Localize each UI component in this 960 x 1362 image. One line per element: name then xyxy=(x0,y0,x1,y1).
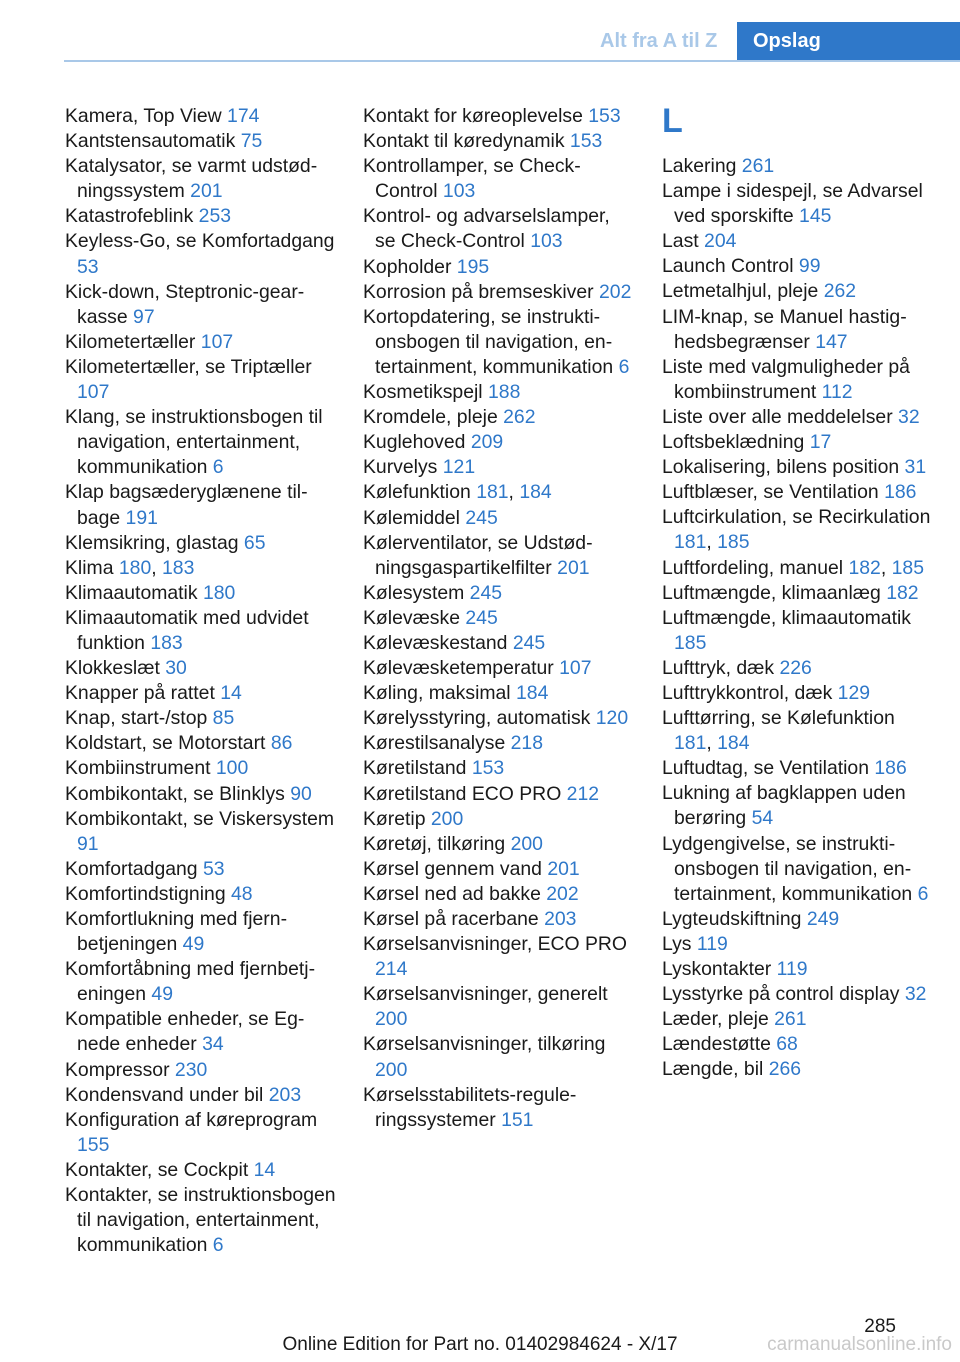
index-entry-term: Luftblæser, se Ventilation xyxy=(662,481,885,504)
index-entry-term: Luftudtag, se Ventilation xyxy=(662,757,875,780)
page-ref-link[interactable]: 14 xyxy=(220,682,242,705)
index-entry xyxy=(65,480,340,530)
index-entry-term: Lyskontakter xyxy=(662,958,777,980)
page-ref-link[interactable]: 191 xyxy=(125,506,158,529)
index-entry-term: Luftfordeling, manuel xyxy=(662,556,849,579)
index-entry-term: Klima xyxy=(65,556,119,579)
index-entry xyxy=(65,1183,340,1258)
page-ref-link[interactable]: 30 xyxy=(165,657,187,680)
page-ref-link[interactable]: 107 xyxy=(77,381,110,404)
index-entry xyxy=(363,405,633,430)
index-entry xyxy=(65,907,340,957)
index-entry-term: Konfiguration af køreprogram xyxy=(65,1108,318,1131)
index-entry xyxy=(662,656,932,681)
page-ref-link[interactable]: 6 xyxy=(212,1234,224,1257)
page-ref-link[interactable]: 153 xyxy=(569,130,603,153)
index-entry-term: Kørsel ned ad bakke xyxy=(363,882,547,905)
index-entry xyxy=(363,782,633,807)
page-ref-link[interactable]: 245 xyxy=(469,581,503,604)
index-entry-term: Launch Control xyxy=(662,255,799,278)
page-ref-link[interactable]: 181 xyxy=(674,732,707,755)
index-entry-term: Kørestilsanalyse xyxy=(363,732,511,755)
index-entry xyxy=(65,1158,340,1183)
page-ref-separator: , xyxy=(508,481,520,504)
index-entry xyxy=(363,807,633,832)
index-entry-term: Komfortlukning med fjernbetjeningen xyxy=(65,908,288,956)
page-ref-link[interactable]: 129 xyxy=(837,681,871,704)
page-ref-link[interactable]: 6 xyxy=(618,355,630,378)
index-entry-term: Kontakt til køredynamik xyxy=(363,130,570,153)
index-entry xyxy=(662,405,932,430)
index-entry xyxy=(363,907,633,932)
page-ref-link[interactable]: 54 xyxy=(751,807,774,830)
index-entry xyxy=(363,255,633,280)
page-ref-link[interactable]: 32 xyxy=(898,405,920,428)
index-entry-term: Kølevæsketemperatur xyxy=(363,657,560,680)
page-ref-link[interactable]: 86 xyxy=(270,732,293,755)
index-entry-term: Loftsbeklædning xyxy=(662,431,810,454)
index-entry-term: Kombiinstrument xyxy=(65,757,216,780)
page-ref-link[interactable]: 201 xyxy=(190,180,223,203)
page-ref-link[interactable]: 147 xyxy=(815,330,848,353)
page-ref-link[interactable]: 186 xyxy=(884,481,917,504)
page-ref-link[interactable]: 181 xyxy=(674,531,707,554)
page-ref-link[interactable]: 153 xyxy=(471,757,505,780)
page-ref-link[interactable]: 180 xyxy=(202,581,236,604)
index-entry xyxy=(363,982,633,1032)
page-ref-separator: , xyxy=(706,531,718,554)
index-entry-term: Kompressor xyxy=(65,1058,175,1081)
index-entry xyxy=(662,1032,932,1057)
index-entry-term: Last xyxy=(662,230,705,253)
index-entry-term: Køling, maksimal xyxy=(363,682,517,705)
index-entry-term: Kontakter, se Cockpit xyxy=(65,1158,254,1181)
index-entry xyxy=(65,1083,340,1108)
index-entry-term: Kontrol- og advarselslamper, se Check-Control xyxy=(363,205,610,253)
index-entry xyxy=(662,756,932,781)
page-ref-link[interactable]: 202 xyxy=(546,882,579,905)
index-entry-term: Letmetalhjul, pleje xyxy=(662,280,824,303)
index-entry-term: Lakering xyxy=(662,155,742,177)
index-entry-term: Lokalisering, bilens position xyxy=(662,456,905,479)
index-entry xyxy=(662,681,932,706)
index-entry-term: LIM-knap, se Manuel hastighedsbegrænser xyxy=(662,305,907,353)
page-ref-link[interactable]: 151 xyxy=(501,1108,534,1131)
index-entry xyxy=(363,731,633,756)
index-entry xyxy=(363,305,633,380)
page-ref-link[interactable]: 14 xyxy=(253,1158,276,1181)
index-entry xyxy=(65,656,340,681)
index-entry xyxy=(363,480,633,505)
index-entry xyxy=(65,104,340,129)
index-entry xyxy=(363,204,633,254)
index-entry-term: Kørelysstyring, automatisk xyxy=(363,707,596,730)
index-entry xyxy=(65,706,340,731)
index-entry xyxy=(65,531,340,556)
page-ref-link[interactable]: 183 xyxy=(162,556,195,579)
page-ref-link[interactable]: 201 xyxy=(557,556,590,579)
index-entry-term: Læder, pleje xyxy=(662,1008,775,1031)
index-entry xyxy=(363,606,633,631)
page-ref-link[interactable]: 218 xyxy=(510,732,543,755)
index-entry-term: Kølefunktion xyxy=(363,481,477,504)
index-entry xyxy=(363,832,633,857)
index-entry xyxy=(662,982,932,1007)
index-entry-term: Kørselsanvisninger, tilkøring xyxy=(363,1033,606,1056)
index-entry-term: Klap bagsæderyglænene tilbage xyxy=(65,481,308,529)
index-entry xyxy=(662,305,932,355)
page-ref-link[interactable]: 174 xyxy=(227,105,260,127)
index-entry-term: Lygteudskiftning xyxy=(662,907,807,930)
index-entry xyxy=(662,430,932,455)
page-ref-link[interactable]: 31 xyxy=(904,456,927,479)
index-entry xyxy=(662,154,932,179)
index-entry xyxy=(363,681,633,706)
index-entry xyxy=(65,882,340,907)
page-ref-link[interactable]: 119 xyxy=(696,932,728,955)
index-entry xyxy=(65,1108,340,1158)
footer-text: Online Edition for Part no. 01402984624 - X/17 xyxy=(282,1334,678,1355)
page-ref-link[interactable]: 181 xyxy=(476,481,509,504)
page-ref-link[interactable]: 99 xyxy=(798,255,821,278)
page-ref-link[interactable]: 49 xyxy=(151,983,173,1006)
index-entry xyxy=(65,330,340,355)
page-ref-link[interactable]: 155 xyxy=(77,1133,110,1156)
page-ref-link[interactable]: 103 xyxy=(442,180,476,203)
index-entry xyxy=(65,581,340,606)
index-entry-term: Kick-down, Steptronic-gearkasse xyxy=(65,280,305,328)
index-entry-term: Luftcirkulation, se Recirkulation xyxy=(662,506,931,529)
index-entry xyxy=(662,907,932,932)
page-ref-link[interactable]: 180 xyxy=(118,556,152,579)
index-entry xyxy=(662,832,932,907)
index-entry-term: Kopholder xyxy=(363,255,457,278)
page-ref-link[interactable]: 214 xyxy=(375,958,408,981)
page-ref-link[interactable]: 91 xyxy=(77,832,99,855)
page-ref-link[interactable]: 202 xyxy=(599,280,632,303)
index-entry-term: Køretilstand ECO PRO xyxy=(363,782,567,805)
page-ref-link[interactable]: 253 xyxy=(198,205,232,228)
index-entry-term: Kuglehoved xyxy=(363,431,471,454)
index-entry xyxy=(363,104,633,129)
index-entry xyxy=(65,129,340,154)
index-entry-term: Kølevæske xyxy=(363,606,466,629)
page-ref-link[interactable]: 203 xyxy=(544,908,577,930)
page-ref-link[interactable]: 68 xyxy=(776,1033,798,1056)
index-entry-term: Lændestøtte xyxy=(662,1033,777,1056)
index-entry xyxy=(65,957,340,1007)
index-entry-term: Kølevæskestand xyxy=(363,631,513,654)
index-entry xyxy=(65,405,340,480)
index-entry xyxy=(65,355,340,405)
index-entry xyxy=(363,882,633,907)
index-entry-term: Komfortindstigning xyxy=(65,882,231,905)
page-ref-link[interactable]: 212 xyxy=(566,782,600,805)
page-ref-link[interactable]: 153 xyxy=(588,105,621,127)
index-entry xyxy=(65,782,340,807)
index-entry-term: Kilometertæller xyxy=(65,330,201,353)
index-entry xyxy=(363,706,633,731)
index-entry xyxy=(363,756,633,781)
index-entry-term: Kølerventilator, se Udstødningsgaspartikelfilter xyxy=(363,531,593,579)
page-ref-link[interactable]: 185 xyxy=(891,556,924,579)
page-ref-link[interactable]: 90 xyxy=(290,782,312,805)
index-entry xyxy=(662,480,932,505)
index-entry xyxy=(662,1007,932,1032)
index-entry xyxy=(662,505,932,555)
page-ref-link[interactable]: 85 xyxy=(212,707,235,730)
page-ref-link[interactable]: 261 xyxy=(741,155,775,177)
index-entry xyxy=(65,1058,340,1083)
index-entry xyxy=(65,807,340,857)
page-ref-link[interactable]: 188 xyxy=(488,381,521,404)
index-entry-term: Kurvelys xyxy=(363,456,443,479)
index-entry xyxy=(363,1032,633,1082)
index-entry-term: Lufttryk, dæk xyxy=(662,656,780,679)
index-entry xyxy=(363,154,633,204)
index-entry-term: Køretøj, tilkøring xyxy=(363,832,511,855)
index-entry xyxy=(662,581,932,606)
page-ref-link[interactable]: 32 xyxy=(904,983,927,1006)
index-entry xyxy=(65,857,340,882)
index-entry-term: Kølemiddel xyxy=(363,506,466,529)
index-entry-term: Kantstensautomatik xyxy=(65,130,241,153)
page-ref-separator: , xyxy=(880,556,892,579)
index-entry-term: Komfortadgang xyxy=(65,857,203,880)
page-ref-link[interactable]: 120 xyxy=(595,707,629,730)
page-ref-link[interactable]: 182 xyxy=(886,581,919,604)
index-entry-term: Kølesystem xyxy=(363,581,470,604)
index-column-1 xyxy=(65,104,340,1258)
page-ref-link[interactable]: 107 xyxy=(559,657,592,680)
page-ref-link[interactable]: 186 xyxy=(874,757,907,780)
index-entry-term: Klokkeslæt xyxy=(65,657,166,680)
page-ref-link[interactable]: 100 xyxy=(215,757,249,780)
page-ref-link[interactable]: 103 xyxy=(530,230,563,253)
index-entry-term: Kilometertæller, se Triptæller xyxy=(65,355,312,378)
index-entry-term: Kortopdatering, se instruktionsbogen til navigation, entertainment, kommunikation xyxy=(363,305,619,378)
page-ref-link[interactable]: 200 xyxy=(375,1008,408,1031)
index-entry xyxy=(65,756,340,781)
page-ref-link[interactable]: 34 xyxy=(202,1033,224,1056)
index-entry-term: Kørselsanvisninger, generelt xyxy=(363,983,608,1006)
index-entry xyxy=(65,229,340,279)
index-entry xyxy=(662,556,932,581)
index-entry-term: Lys xyxy=(662,932,697,955)
index-entry-term: Lufttrykkontrol, dæk xyxy=(662,681,838,704)
index-entry-term: Køretilstand xyxy=(363,757,472,780)
index-entry xyxy=(65,681,340,706)
page-ref-link[interactable]: 17 xyxy=(809,431,832,454)
index-entry-term: Klang, se instruktionsbogen til navigation, entertainment, kommunikation xyxy=(65,406,323,479)
index-entry-term: Klimaautomatik xyxy=(65,581,203,604)
page-ref-link[interactable]: 48 xyxy=(231,882,253,905)
index-entry xyxy=(65,280,340,330)
page-ref-link[interactable]: 119 xyxy=(776,958,808,980)
page-ref-link[interactable]: 195 xyxy=(456,255,490,278)
index-entry xyxy=(363,932,633,982)
watermark: carmanualsonline.info xyxy=(767,1334,952,1355)
index-entry xyxy=(363,506,633,531)
index-entry xyxy=(363,380,633,405)
index-entry-term: Kørsel gennem vand xyxy=(363,857,548,880)
index-entry xyxy=(65,556,340,581)
index-column-3 xyxy=(662,104,932,1082)
index-entry-term: Kondensvand under bil xyxy=(65,1083,269,1106)
index-entry xyxy=(65,204,340,229)
index-entry xyxy=(662,455,932,480)
page-ref-link[interactable]: 121 xyxy=(442,456,476,479)
index-entry xyxy=(65,154,340,204)
page-ref-link[interactable]: 6 xyxy=(212,456,224,479)
index-entry xyxy=(65,606,340,656)
index-entry-term: Klimaautomatik med udvidet funktion xyxy=(65,606,309,654)
index-entry-term: Liste med valgmuligheder på kombiinstrument xyxy=(662,355,910,403)
page-ref-link[interactable]: 245 xyxy=(465,506,498,529)
page-number: 285 xyxy=(864,1316,896,1337)
page-ref-separator: , xyxy=(706,732,718,755)
header-rule xyxy=(64,60,960,62)
index-entry xyxy=(662,179,932,229)
index-letter-heading: L xyxy=(662,102,683,140)
page-ref-link[interactable]: 145 xyxy=(799,205,832,228)
page-ref-link[interactable]: 201 xyxy=(547,857,580,880)
page-ref-link[interactable]: 185 xyxy=(674,631,707,654)
index-entry-term: Luftmængde, klimaanlæg xyxy=(662,581,887,604)
index-entry xyxy=(662,229,932,254)
index-entry-term: Korrosion på bremseskiver xyxy=(363,280,600,303)
page-ref-link[interactable]: 266 xyxy=(768,1058,802,1081)
index-entry-term: Kromdele, pleje xyxy=(363,406,504,429)
index-entry-term: Kørselsstabilitets-reguleringssystemer xyxy=(363,1083,577,1131)
index-entry-term: Kosmetikspejl xyxy=(363,381,489,404)
index-entry xyxy=(662,1057,932,1082)
index-entry xyxy=(363,656,633,681)
index-entry-term: Kontrollamper, se Check-Control xyxy=(363,155,581,203)
index-entry xyxy=(363,581,633,606)
page-ref-link[interactable]: 245 xyxy=(512,631,546,654)
index-entry-term: Keyless-Go, se Komfortadgang xyxy=(65,230,335,253)
index-entry-term: Kombikontakt, se Blinklys xyxy=(65,782,291,805)
index-entry xyxy=(363,857,633,882)
index-entry xyxy=(363,455,633,480)
page-ref-link[interactable]: 200 xyxy=(430,807,464,830)
index-entry xyxy=(662,781,932,831)
index-entry xyxy=(363,1083,633,1133)
page-header xyxy=(0,0,960,62)
index-entry-term: Knapper på rattet xyxy=(65,682,221,705)
index-entry-term: Kørselsanvisninger, ECO PRO xyxy=(363,933,628,956)
index-column-2 xyxy=(363,104,633,1133)
page-ref-link[interactable]: 245 xyxy=(465,606,498,629)
index-entry-term: Køretip xyxy=(363,807,431,830)
index-entry xyxy=(363,631,633,656)
index-entry-term: Lampe i sidespejl, se Advarsel ved sporskifte xyxy=(662,180,923,228)
index-entry xyxy=(662,706,932,756)
index-entry xyxy=(363,280,633,305)
page-ref-link[interactable]: 184 xyxy=(717,732,750,755)
index-entry-term: Kombikontakt, se Viskersystem xyxy=(65,807,335,830)
index-entry xyxy=(65,731,340,756)
index-entry-term: Kamera, Top View xyxy=(65,105,228,127)
section-tab[interactable]: Alt fra A til Z xyxy=(600,30,718,52)
page-ref-link[interactable]: 209 xyxy=(470,431,504,454)
index-entry-term: Katalysator, se varmt udstødningssystem xyxy=(65,155,318,203)
page-ref-link[interactable]: 184 xyxy=(516,682,549,705)
page-ref-link[interactable]: 65 xyxy=(243,531,266,554)
index-entry xyxy=(662,355,932,405)
index-entry xyxy=(662,254,932,279)
page-ref-link[interactable]: 200 xyxy=(510,832,543,855)
page-ref-link[interactable]: 204 xyxy=(704,230,737,253)
page-ref-link[interactable]: 230 xyxy=(174,1058,208,1081)
page-ref-link[interactable]: 75 xyxy=(240,130,263,153)
index-entry-term: Kontakt for køreoplevelse xyxy=(363,105,589,127)
page-ref-link[interactable]: 262 xyxy=(823,280,857,303)
index-entry-term: Koldstart, se Motorstart xyxy=(65,732,271,755)
index-entry xyxy=(662,279,932,304)
page-ref-link[interactable]: 183 xyxy=(150,631,183,654)
page-ref-link[interactable]: 261 xyxy=(774,1008,807,1031)
active-tab-label: Opslag xyxy=(753,30,821,52)
index-entry-term: Lysstyrke på control display xyxy=(662,983,905,1006)
index-entry xyxy=(662,606,932,656)
index-entry xyxy=(662,957,932,982)
page-ref-link[interactable]: 226 xyxy=(779,656,812,679)
page-ref-link[interactable]: 249 xyxy=(806,907,840,930)
index-entry-term: Længde, bil xyxy=(662,1058,769,1081)
page-ref-link[interactable]: 53 xyxy=(202,857,225,880)
index-entry-term: Liste over alle meddelelser xyxy=(662,405,899,428)
index-entry-term: Kørsel på racerbane xyxy=(363,908,545,930)
index-entry xyxy=(65,1007,340,1057)
page-ref-link[interactable]: 6 xyxy=(917,882,929,905)
index-entry-term: Katastrofeblink xyxy=(65,205,199,228)
index-entry-term: Kontakter, se instruktionsbogen til navigation, entertainment, kommunikation xyxy=(65,1184,336,1257)
page-ref-link[interactable]: 112 xyxy=(821,380,853,403)
page-ref-link[interactable]: 97 xyxy=(133,305,155,328)
page-ref-link[interactable]: 185 xyxy=(717,531,750,554)
page-ref-link[interactable]: 107 xyxy=(200,330,234,353)
index-entry-term: Knap, start-/stop xyxy=(65,707,213,730)
page-ref-link[interactable]: 182 xyxy=(848,556,881,579)
index-entry-term: Lufttørring, se Kølefunktion xyxy=(662,707,895,730)
index-entry-term: Kompatible enheder, se Egnede enheder xyxy=(65,1008,305,1056)
index-entry-term: Komfortåbning med fjernbetjeningen xyxy=(65,958,316,1006)
index-entry-term: Lukning af bagklappen uden berøring xyxy=(662,782,906,830)
page-ref-link[interactable]: 262 xyxy=(503,406,536,429)
page-ref-separator: , xyxy=(151,556,163,579)
page-ref-link[interactable]: 53 xyxy=(77,255,99,278)
index-entry-term: Klemsikring, glastag xyxy=(65,531,244,554)
index-entry xyxy=(363,129,633,154)
index-entry-term: Luftmængde, klimaautomatik xyxy=(662,606,911,629)
page-ref-link[interactable]: 184 xyxy=(519,481,552,504)
index-entry xyxy=(662,932,932,957)
index-entry xyxy=(363,531,633,581)
page-ref-link[interactable]: 49 xyxy=(182,933,205,956)
index-entry xyxy=(363,430,633,455)
active-tab[interactable] xyxy=(737,22,960,62)
index-entry-term: Lydgengivelse, se instruktionsbogen til navigation, entertainment, kommunikation xyxy=(662,832,918,905)
page-ref-link[interactable]: 200 xyxy=(375,1058,408,1081)
page-ref-link[interactable]: 203 xyxy=(268,1083,302,1106)
